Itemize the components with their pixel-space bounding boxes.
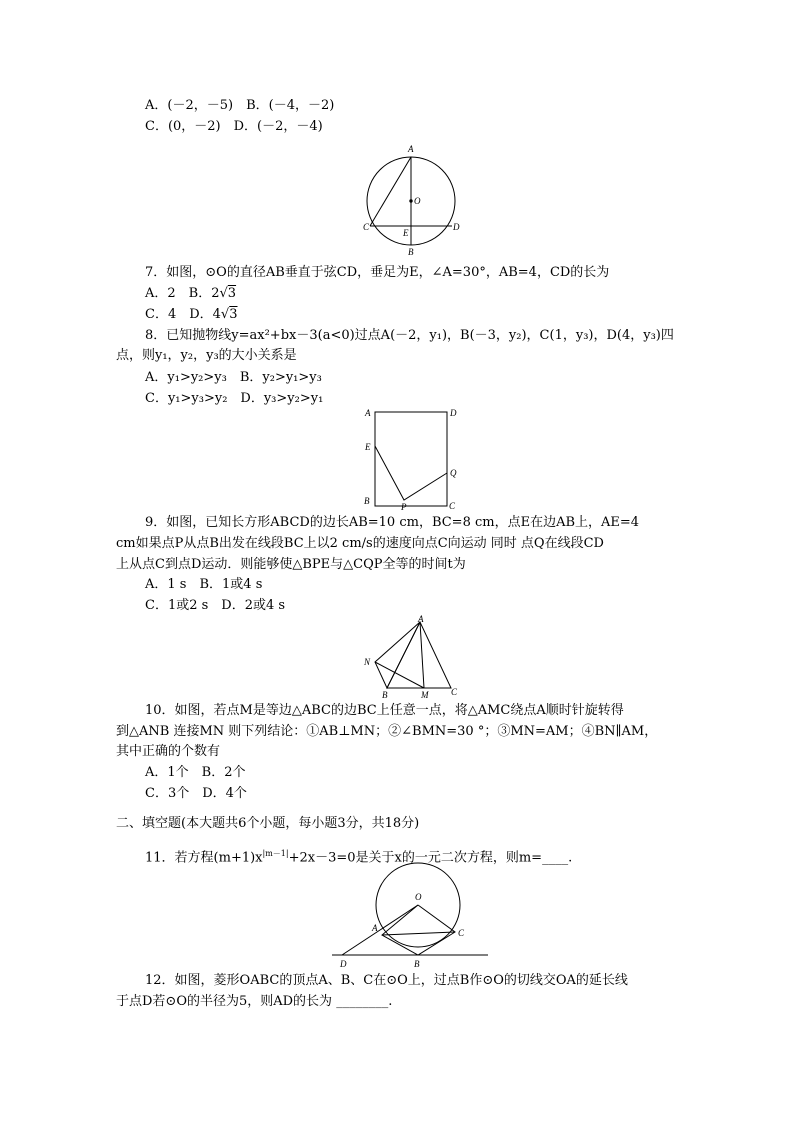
- segment-e-p-q: [375, 446, 447, 500]
- segment-ac: [370, 157, 411, 226]
- figure-7-circle-diagram: [360, 140, 460, 260]
- label-a: A: [408, 144, 414, 154]
- q11-post: +2x－3=0是关于x的一元二次方程，则m=____.: [288, 850, 573, 866]
- q8-stem-line1: 8．已知抛物线y=ax²+bx－3(a<0)过点A(－2，y₁)，B(－3，y₂)，C(1，y₃)，D(4，y₃)四: [145, 328, 674, 343]
- q11-exponent: |m－1|: [262, 849, 289, 858]
- figure-12-rhombus-circle-diagram: [330, 860, 490, 970]
- label-b: B: [382, 690, 388, 700]
- q9-options-line1: A．1 s B．1或4 s: [145, 577, 263, 592]
- label-n: N: [364, 657, 371, 667]
- q7-opt-c-d: C．4 D．4: [145, 307, 221, 322]
- label-m: M: [421, 690, 429, 700]
- q6-options-line1: A．(－2，－5) B．(－4，－2): [145, 98, 335, 113]
- q9-options-line2: C．1或2 s D．2或4 s: [145, 598, 286, 613]
- q10-stem-line1: 10．如图，若点M是等边△ABC的边BC上任意一点，将△AMC绕点A顺时针旋转得: [145, 703, 624, 718]
- q6-options-line2: C．(0，－2) D．(－2，－4): [145, 119, 323, 134]
- q8-options-line2: C．y₁>y₃>y₂ D．y₃>y₂>y₁: [145, 391, 324, 406]
- q7-sqrt-radicand-a: 3: [227, 286, 237, 301]
- q7-options-line1: [145, 285, 236, 303]
- q7-sqrt-radicand-b: 3: [229, 307, 238, 322]
- label-c: C: [451, 687, 458, 697]
- q7-stem: 7．如图，⊙O的直径AB垂直于弦CD，垂足为E，∠A=30°，AB=4，CD的长为: [145, 265, 610, 280]
- segment-ac: [382, 932, 455, 935]
- label-c: C: [458, 928, 465, 938]
- q7-opt-a-b: A．2 B．2: [145, 286, 220, 301]
- label-c: C: [449, 501, 456, 511]
- label-a: A: [365, 408, 371, 418]
- label-o: O: [414, 196, 421, 206]
- q9-stem-line3: 上从点C到点D运动．则能够使△BPE与△CQP全等的时间t为: [116, 557, 466, 572]
- q9-stem-line2: cm如果点P从点B出发在线段BC上以2 cm/s的速度向点C向运动 同时 点Q在线段CD: [116, 536, 604, 551]
- q9-stem-line1: 9．如图，已知长方形ABCD的边长AB=10 cm，BC=8 cm，点E在边AB上，AE=4: [145, 515, 640, 530]
- triangle-abc: [387, 622, 451, 688]
- label-d: D: [453, 222, 460, 232]
- figure-10-triangle-diagram: [360, 614, 470, 700]
- label-o: O: [415, 892, 422, 902]
- label-c: C: [363, 222, 370, 232]
- label-a: A: [418, 614, 424, 624]
- label-q: Q: [450, 468, 457, 478]
- label-b: B: [414, 959, 420, 969]
- label-p: P: [401, 502, 407, 512]
- label-e: E: [403, 228, 409, 238]
- q7-options-line2: [145, 306, 238, 324]
- q11-pre: 11．若方程(m+1)x: [145, 850, 263, 866]
- q8-stem-line2: 点，则y₁，y₂，y₃的大小关系是: [116, 348, 297, 363]
- center-dot: [410, 200, 412, 202]
- rhombus-oabc: [382, 905, 455, 955]
- label-b: B: [364, 496, 370, 506]
- sqrt-icon: √: [219, 286, 228, 301]
- sqrt-icon: √: [220, 307, 230, 322]
- q10-stem-line2: 到△ANB 连接MN 则下列结论：①AB⊥MN；②∠BMN=30 °；③MN=AM；④BN∥AM，: [116, 724, 658, 739]
- section-2-heading: 二、填空题(本大题共6个小题，每小题3分，共18分): [116, 816, 420, 831]
- segment-am: [420, 622, 424, 688]
- triangle-anb: [375, 622, 420, 688]
- label-a: A: [372, 923, 378, 933]
- q12-stem-line2: 于点D若⊙O的半径为5，则AD的长为 ________.: [116, 994, 393, 1009]
- q8-options-line1: A．y₁>y₂>y₃ B．y₂>y₁>y₃: [145, 370, 322, 385]
- label-e: E: [365, 442, 371, 452]
- label-d: D: [450, 408, 457, 418]
- q12-stem-line1: 12．如图，菱形OABC的顶点A、B、C在⊙O上，过点B作⊙O的切线交OA的延长线: [145, 973, 628, 988]
- segment-nm: [375, 662, 424, 688]
- rectangle-abcd: [375, 412, 447, 506]
- q10-options-line1: A．1个 B．2个: [145, 765, 246, 780]
- q10-stem-line3: 其中正确的个数有: [116, 744, 221, 759]
- label-d: D: [340, 959, 347, 969]
- label-b: B: [408, 247, 414, 257]
- figure-9-rectangle-diagram: [360, 404, 470, 512]
- extension-od: [342, 905, 418, 955]
- q10-options-line2: C．3个 D．4个: [145, 786, 247, 801]
